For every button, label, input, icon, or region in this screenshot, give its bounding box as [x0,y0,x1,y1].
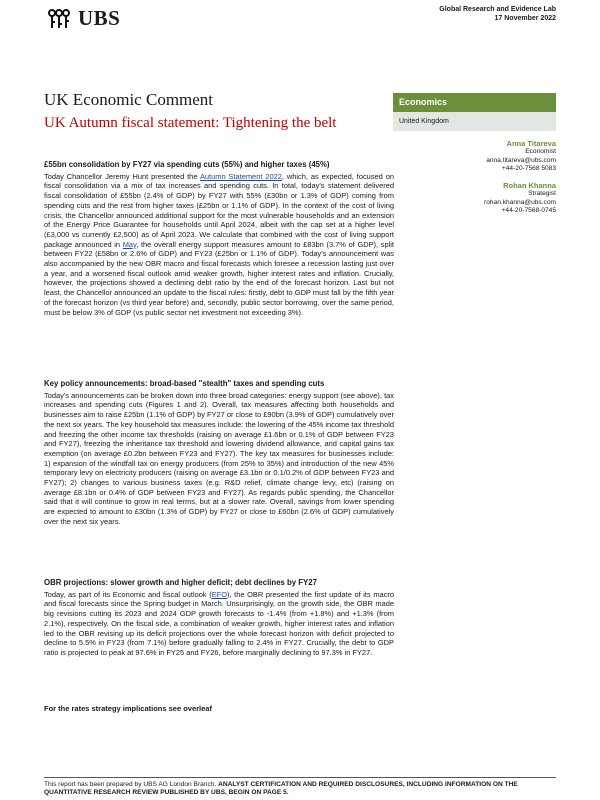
document-title: UK Autumn fiscal statement: Tightening the belt [44,115,337,131]
section-policy [44,379,394,527]
author-card [486,140,556,174]
disclosure-footer [44,781,556,797]
overleaf-note: For the rates strategy implications see overleaf [44,704,212,713]
brand-wordmark: UBS [78,6,121,30]
paragraph: Today Chancellor Jeremy Hunt presented the Autumn Statement 2022, which, as expected, focused on fiscal consolidation via a mix of tax increases and spending cuts. In total, today's statement delivered fiscal consolidation of £55bn (2.4% of GDP) by FY27 with 55% (£30bn or 1.3% of GDP) coming from spending cuts and the rest from higher taxes (£25bn or 1.1% of GDP). In the context of the cost of living crisis, the Chancellor announced additional support for the most vulnerable households and an extension of the Energy Price Guarantee for households until April 2024, albeit with the cap set at a higher level (£3,000 vs currently £2,500) as of April 2023. We calculate that combined with the cost of living support package announced in May, the overall energy support measures amount to £83bn (3.7% of GDP), split between FY22 (£58bn or 2.6% of GDP) and FY23 (£25bn or 1.1% of GDP). Today's announcement was also accompanied by the new OBR macro and fiscal forecasts which foresee a recession lasting just over a year, and a worsened fiscal outlook amid weaker growth, higher interest rates and inflation. Crucially, however, the projections showed a declining debt ratio by the end of the forecast horizon. Last but not least, the Chancellor announced an update to the fiscal rules: firstly, debt to GDP must fall by the fifth year of the forecast horizon (vs third year before) and, secondly, public sector borrowing, over the same period, must be below 3% of GDP (vs public sector net investment not exceeding 3%). [44,171,394,317]
author-phone: +44-20-7568 5083 [501,165,556,173]
paragraph: Today's announcements can be broken down into three broad categories: energy support (see above), tax increases and spending cuts (Figures 1 and 2). Overall, tax measures affecting both households and businesses aim to raise £25bn (1.1% of GDP) by FY27 or close to £90bn (3.9% of GDP) cumulatively over the next six years. The key household tax measures include: the lowering of the 45% income tax threshold and freezing the other income tax thresholds (raising on average £1.6bn or 0.1% of GDP between FY23 and FY27), freezing the inheritance tax threshold and lowering dividend allowance, and capital gains tax exemption (on average £0.2bn between FY23 and FY27). The key tax measures for businesses include: 1) expansion of the windfall tax on energy producers (from 25% to 35%) and introduction of the new 45% temporary levy on electricity producers (raising on average £3.1bn or 0.1/0.2% of GDP between FY23 and FY27); 2) changes to various business taxes (e.g. R&D relief, climate change levy, etc) (raising on average £8.1bn or 0.4% of GDP between FY23 and FY27). As regards public spending, the Chancellor said that it will continue to grow in real terms, but at a slower rate. Overall, savings from lower spending are expected to amount to £30bn (1.3% of GDP) by FY27 or close to £60bn (2.6% of GDP) cumulatively over the next six years. [44,390,394,526]
author-name: Anna Titareva [506,139,556,148]
report-header [439,5,556,23]
author-email[interactable]: rohan.khanna@ubs.com [484,198,556,206]
may-link[interactable]: May [122,239,137,249]
author-role: Strategist [528,190,556,198]
footer-disclosure: ANALYST CERTIFICATION AND REQUIRED DISCLOSURES, INCLUDING INFORMATION ON THE QUANTITATIVE RESEARCH REVIEW PUBLISHED BY UBS, BEGIN ON PAGE 5. [44,781,518,796]
footer-divider [44,777,556,778]
keys-icon [44,8,74,30]
author-role: Economist [525,148,556,156]
section-obr [44,578,394,658]
section-heading: Key policy announcements: broad-based "stealth" taxes and spending cuts [44,379,325,388]
country-label: United Kingdom [393,112,556,131]
section-heading: £55bn consolidation by FY27 via spending cuts (55%) and higher taxes (45%) [44,160,330,169]
publication-date: 17 November 2022 [494,15,556,22]
section-label: Economics [393,93,556,112]
document-type: UK Economic Comment [44,90,214,109]
efo-link[interactable]: EFO [211,589,227,599]
section-consolidation [44,160,394,317]
autumn-statement-link[interactable]: Autumn Statement 2022 [199,171,282,181]
author-email[interactable]: anna.titareva@ubs.com [486,156,556,164]
publisher-name: Global Research and Evidence Lab [439,6,556,13]
author-card [484,182,556,216]
author-phone: +44-20-7568-0745 [501,207,556,215]
author-name: Rohan Khanna [503,181,556,190]
paragraph: Today, as part of its Economic and fiscal outlook (EFO), the OBR presented the first update of its macro and fiscal forecasts since the Spring budget in March. Unsurprisingly, on the growth side, the OBR made big revisions cutting its 2023 and 2024 GDP growth forecasts to -1.4% (from +1.8%) and +1.3% (from 2.1%), respectively. On the fiscal side, a combination of weaker growth, higher interest rates and inflation led to the OBR revising up its deficit projections over the whole forecast horizon with deficit projected to decline to 5.5% in FY23 (from 7.1%) before gradually falling to 2.4% in FY27. Crucially, the debt to GDP ratio is projected to peak at 97.6% in FY25 and FY26, before marginally declining to 97.3% in FY27. [44,589,394,657]
section-heading: OBR projections: slower growth and higher deficit; debt declines by FY27 [44,578,317,587]
ubs-logo [44,6,120,31]
footer-text: This report has been prepared by UBS AG London Branch. [44,781,217,788]
